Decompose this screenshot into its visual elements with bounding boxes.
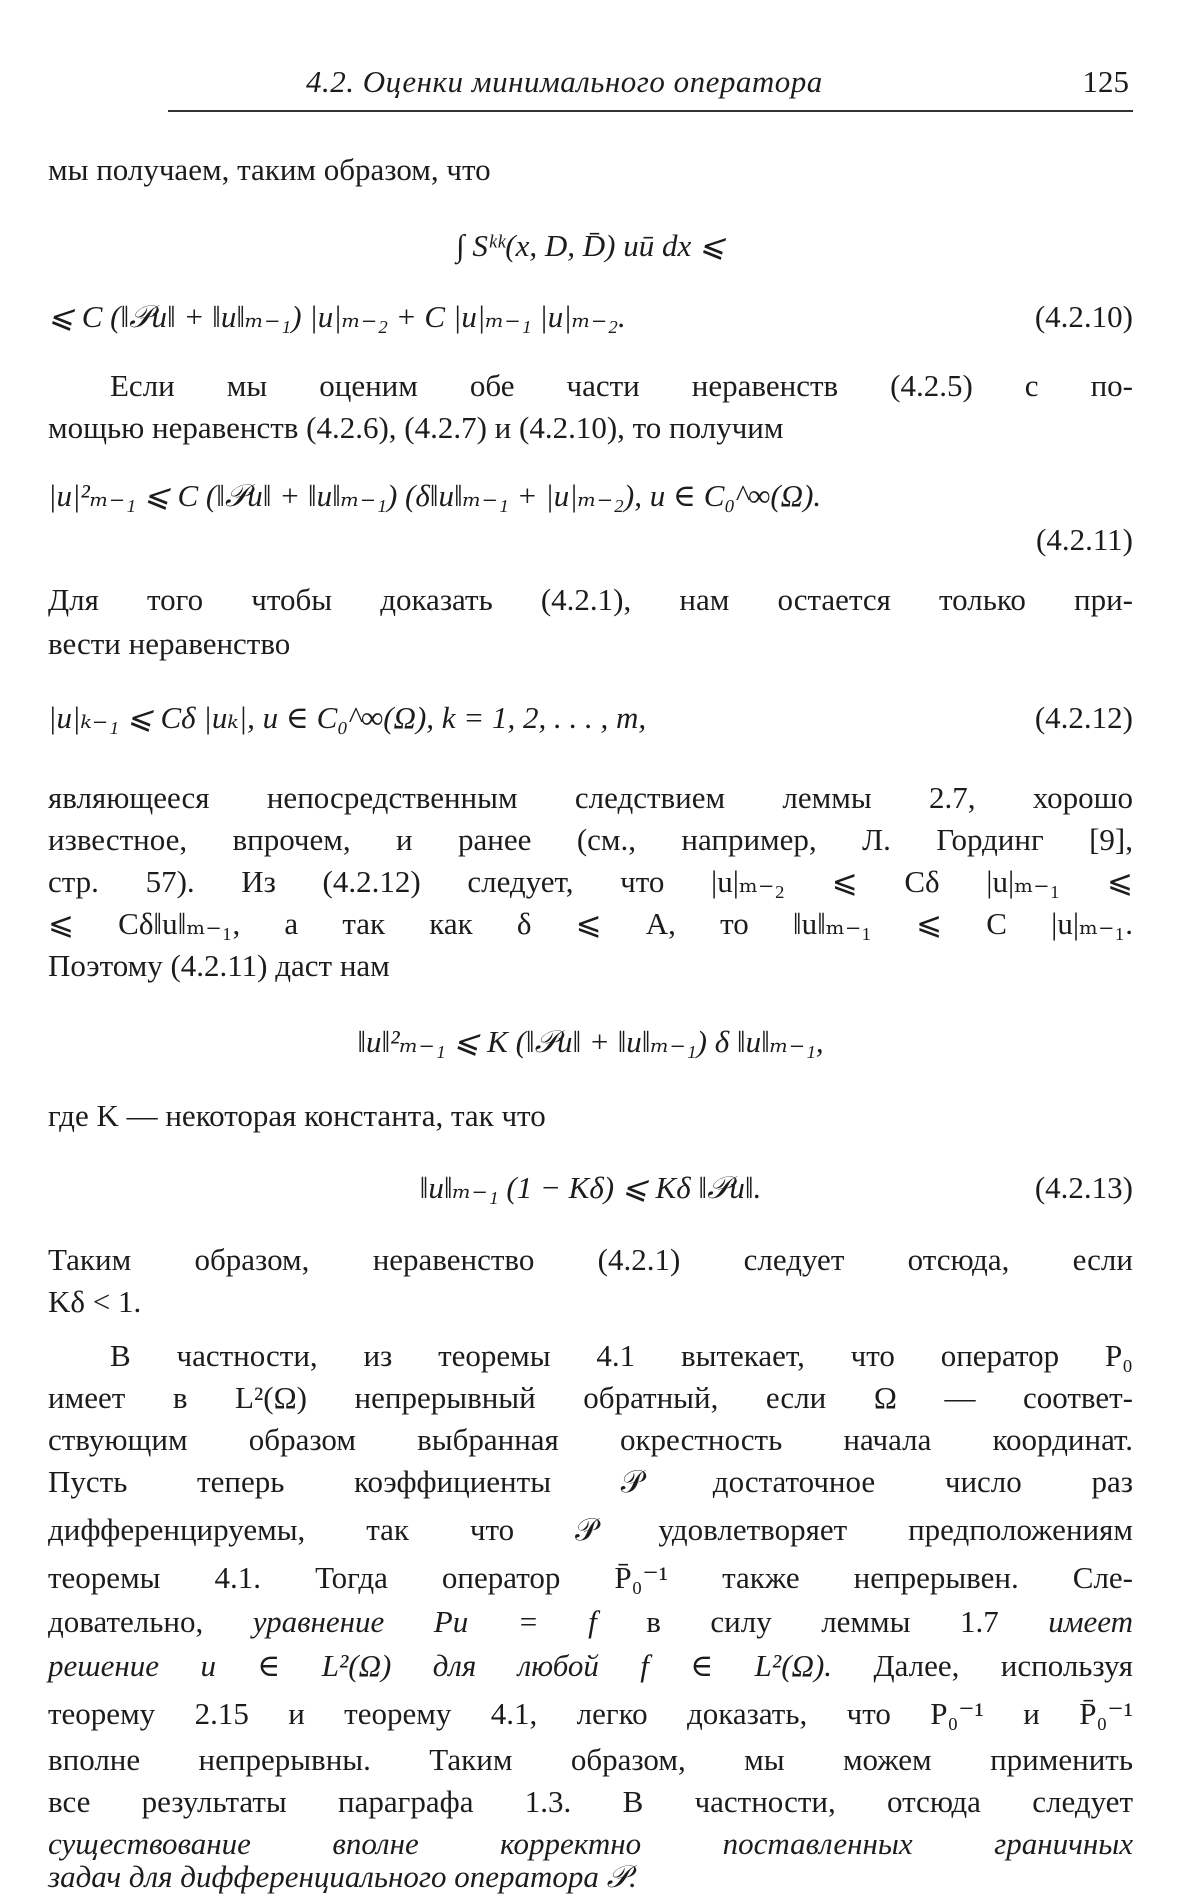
text-line: Для того чтобы доказать (4.2.1), нам остается только при- — [48, 582, 1133, 617]
text-line: теоремы 4.1. Тогда оператор P̄₀⁻¹ также непрерывен. Сле- — [48, 1560, 1133, 1595]
text-span-italic: имеет — [1048, 1604, 1134, 1639]
page-number: 125 — [1082, 64, 1129, 99]
equation-k: ‖u‖²ₘ₋₁ ⩽ K (‖𝒫u‖ + ‖u‖ₘ₋₁) δ ‖u‖ₘ₋₁, — [357, 1024, 824, 1059]
text-line: Поэтому (4.2.11) даст нам — [48, 948, 390, 983]
text-line: известное, впрочем, и ранее (см., например, Л. Гординг [9], — [48, 822, 1133, 857]
text-line: дифференцируемы, так что 𝒫 удовлетворяет предположениям — [48, 1512, 1133, 1547]
text-line: вполне непрерывны. Таким образом, мы можем применить — [48, 1742, 1133, 1777]
header-rule — [168, 110, 1133, 112]
text-line: имеет в L²(Ω) непрерывный обратный, если Ω — соответ- — [48, 1380, 1133, 1415]
text-line: мощью неравенств (4.2.6), (4.2.7) и (4.2.10), то получим — [48, 410, 784, 445]
text-line: В частности, из теоремы 4.1 вытекает, что оператор P₀ — [110, 1338, 1133, 1373]
equation-4-2-11: |u|²ₘ₋₁ ⩽ C (‖𝒫u‖ + ‖u‖ₘ₋₁) (δ‖u‖ₘ₋₁ + |u|ₘ₋₂), u ∈ C₀^∞(Ω). — [48, 478, 822, 513]
page — [48, 0, 1134, 1894]
text-line: Если мы оценим обе части неравенств (4.2.5) с по- — [110, 368, 1133, 403]
text-span: довательно, — [48, 1604, 204, 1639]
text-line: где K — некоторая константа, так что — [48, 1098, 546, 1133]
equation-4-2-13: ‖u‖ₘ₋₁ (1 − Kδ) ⩽ Kδ ‖𝒫u‖. — [419, 1170, 762, 1205]
equation-number-4-2-13: (4.2.13) — [1034, 1170, 1133, 1205]
text-line-italic: существование вполне корректно поставленных граничных — [48, 1826, 1133, 1861]
text-line: теорему 2.15 и теорему 4.1, легко доказать, что P₀⁻¹ и P̄₀⁻¹ — [48, 1696, 1133, 1731]
text-line: ⩽ Cδ‖u‖ₘ₋₁, а так как δ ⩽ A, то ‖u‖ₘ₋₁ ⩽ C |u|ₘ₋₁. — [48, 906, 1133, 941]
text-line: мы получаем, таким образом, что — [48, 152, 491, 187]
equation-number-4-2-10: (4.2.10) — [1034, 299, 1133, 334]
running-title: 4.2. Оценки минимального оператора — [306, 64, 823, 99]
text-line: стр. 57). Из (4.2.12) следует, что |u|ₘ₋₂ ⩽ Cδ |u|ₘ₋₁ ⩽ — [48, 864, 1133, 899]
equation-4-2-10: ⩽ C (‖𝒫u‖ + ‖u‖ₘ₋₁) |u|ₘ₋₂ + C |u|ₘ₋₁ |u|ₘ₋₂. — [48, 299, 626, 334]
text-span: Далее, используя — [873, 1648, 1134, 1683]
text-line: Таким образом, неравенство (4.2.1) следует отсюда, если — [48, 1242, 1133, 1277]
page-header — [48, 64, 1133, 114]
text-span-italic: решение u ∈ L²(Ω) для любой f ∈ L²(Ω). — [48, 1648, 833, 1683]
equation-number-4-2-11: (4.2.11) — [1036, 522, 1133, 557]
text-span: в силу леммы 1.7 — [646, 1604, 999, 1639]
equation-4-2-12: |u|ₖ₋₁ ⩽ Cδ |uₖ|, u ∈ C₀^∞(Ω), k = 1, 2, . . . , m, — [48, 700, 647, 735]
text-line: вести неравенство — [48, 626, 291, 661]
text-span-italic: уравнение Pu = f — [252, 1604, 597, 1639]
text-line: Пусть теперь коэффициенты 𝒫 достаточное число раз — [48, 1464, 1133, 1499]
equation-number-4-2-12: (4.2.12) — [1034, 700, 1133, 735]
equation-integral: ∫ Sᵏᵏ(x, D, D̄) uū dx ⩽ — [456, 228, 725, 263]
text-line-italic: задач для дифференциального оператора 𝒫. — [48, 1859, 637, 1894]
text-line-mixed — [48, 1602, 1133, 1642]
text-line: все результаты параграфа 1.3. В частности, отсюда следует — [48, 1784, 1133, 1819]
text-line-mixed — [48, 1646, 1133, 1686]
text-line: являющееся непосредственным следствием леммы 2.7, хорошо — [48, 780, 1133, 815]
text-line: Kδ < 1. — [48, 1284, 142, 1319]
text-line: ствующим образом выбранная окрестность начала координат. — [48, 1422, 1133, 1457]
